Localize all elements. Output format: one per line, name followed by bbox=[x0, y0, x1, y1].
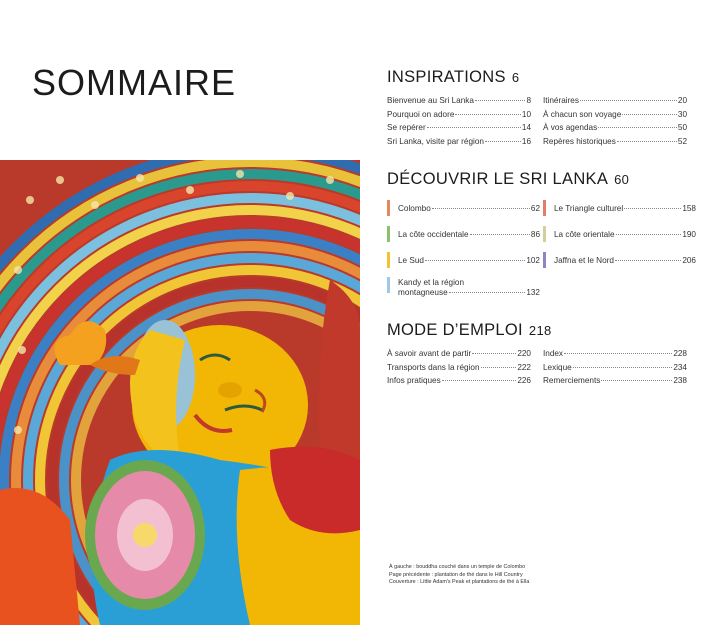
leader-dots bbox=[573, 366, 673, 368]
toc-entry[interactable] bbox=[387, 349, 531, 363]
region-color-bar bbox=[543, 200, 546, 216]
toc-entry[interactable] bbox=[387, 376, 531, 390]
toc-entry[interactable] bbox=[543, 123, 687, 137]
leader-dots bbox=[622, 113, 677, 115]
page-title: SOMMAIRE bbox=[32, 62, 237, 103]
toc-page: 52 bbox=[677, 137, 687, 147]
section-title-decouvrir bbox=[387, 170, 629, 189]
toc-page: 10 bbox=[521, 109, 531, 119]
toc-page: 14 bbox=[521, 123, 531, 133]
toc-entry bbox=[554, 226, 696, 241]
toc-page: 50 bbox=[677, 123, 687, 133]
toc-entry[interactable] bbox=[387, 137, 531, 151]
caption-line: À gauche : bouddha couché dans un temple de Colombo bbox=[389, 564, 526, 570]
toc-label: La côte orientale bbox=[554, 230, 615, 239]
section-title-mode-emploi bbox=[387, 321, 552, 340]
leader-dots bbox=[475, 99, 525, 101]
region-entry-jaffna[interactable] bbox=[543, 252, 696, 267]
toc-page: 16 bbox=[521, 137, 531, 147]
toc-label: Le Sud bbox=[398, 256, 424, 265]
toc-entry[interactable] bbox=[543, 96, 687, 110]
leader-dots bbox=[470, 233, 530, 235]
leader-dots bbox=[617, 140, 677, 142]
toc-label: À chacun son voyage bbox=[543, 109, 622, 119]
leader-dots bbox=[601, 379, 672, 381]
leader-dots bbox=[442, 379, 517, 381]
toc-label: Infos pratiques bbox=[387, 376, 441, 386]
leader-dots bbox=[455, 113, 521, 115]
leader-dots bbox=[598, 126, 677, 128]
toc-label: Itinéraires bbox=[543, 96, 579, 105]
reclining-buddha-photo bbox=[0, 160, 360, 625]
region-entry-le-sud[interactable] bbox=[387, 252, 540, 267]
toc-entry[interactable] bbox=[543, 110, 687, 124]
toc-entry[interactable] bbox=[543, 349, 687, 363]
toc-label: La côte occidentale bbox=[398, 230, 469, 239]
toc-label: Lexique bbox=[543, 362, 572, 372]
toc-entry[interactable] bbox=[387, 363, 531, 377]
region-entry-colombo[interactable] bbox=[387, 200, 540, 215]
photo-captions bbox=[389, 564, 589, 587]
region-color-bar bbox=[387, 252, 390, 268]
section-page: 60 bbox=[614, 172, 630, 187]
toc-entry bbox=[398, 200, 540, 215]
toc-page: 62 bbox=[530, 204, 540, 213]
leader-dots bbox=[564, 352, 672, 354]
leader-dots bbox=[472, 352, 516, 354]
toc-entry[interactable] bbox=[543, 137, 687, 151]
section-label: INSPIRATIONS bbox=[387, 68, 506, 86]
leader-dots bbox=[616, 233, 682, 235]
toc-label: Le Triangle culturel bbox=[554, 204, 624, 213]
region-color-bar bbox=[543, 226, 546, 242]
toc-page: 30 bbox=[677, 109, 687, 119]
toc-entry[interactable] bbox=[387, 110, 531, 124]
toc-page: 8 bbox=[526, 96, 531, 105]
region-color-bar bbox=[543, 252, 546, 268]
region-entry-triangle-culturel[interactable] bbox=[543, 200, 696, 215]
toc-label: Se repérer bbox=[387, 123, 426, 133]
toc-page: 220 bbox=[517, 349, 531, 358]
toc-entry bbox=[554, 200, 696, 215]
toc-page: 102 bbox=[526, 256, 540, 265]
region-color-bar bbox=[387, 277, 390, 293]
mode-emploi-list-right bbox=[543, 349, 687, 390]
toc-entry[interactable] bbox=[543, 376, 687, 390]
leader-dots bbox=[580, 99, 677, 101]
toc-page: 228 bbox=[673, 349, 687, 358]
toc-page: 20 bbox=[677, 96, 687, 105]
leader-dots bbox=[615, 259, 681, 261]
leader-dots bbox=[624, 207, 681, 209]
toc-page: 190 bbox=[682, 230, 696, 239]
leader-dots bbox=[485, 140, 521, 142]
toc-label: Sri Lanka, visite par région bbox=[387, 137, 484, 147]
section-page: 218 bbox=[528, 323, 552, 338]
toc-label: Bienvenue au Sri Lanka bbox=[387, 96, 474, 105]
section-label: MODE D’EMPLOI bbox=[387, 321, 523, 339]
caption-line: Page précédente : plantation de thé dans le Hill Country bbox=[389, 571, 523, 578]
region-entry-cote-occidentale[interactable] bbox=[387, 226, 540, 241]
region-color-bar bbox=[387, 200, 390, 216]
toc-label: Pourquoi on adore bbox=[387, 109, 455, 119]
leader-dots bbox=[481, 366, 517, 368]
toc-entry[interactable] bbox=[543, 363, 687, 377]
inspirations-list-right bbox=[543, 96, 687, 151]
toc-entry bbox=[398, 252, 540, 267]
toc-entry bbox=[554, 252, 696, 267]
toc-label: montagneuse bbox=[398, 288, 448, 297]
leader-dots bbox=[449, 291, 526, 293]
toc-label: Repères historiques bbox=[543, 137, 616, 147]
section-title-inspirations bbox=[387, 68, 519, 87]
toc-page: 86 bbox=[530, 230, 540, 239]
section-page: 6 bbox=[511, 70, 520, 85]
region-entry-cote-orientale[interactable] bbox=[543, 226, 696, 241]
toc-page: 132 bbox=[526, 288, 540, 297]
toc-entry bbox=[398, 226, 540, 241]
toc-entry bbox=[398, 288, 540, 299]
region-entry-kandy[interactable] bbox=[387, 277, 540, 299]
toc-label-line1: Kandy et la région bbox=[398, 278, 464, 287]
toc-page: 226 bbox=[517, 376, 531, 386]
toc-page: 222 bbox=[517, 362, 531, 372]
toc-label: Colombo bbox=[398, 204, 431, 213]
leader-dots bbox=[425, 259, 525, 261]
toc-label: Remerciements bbox=[543, 376, 601, 386]
inspirations-list-left bbox=[387, 96, 531, 151]
toc-page: 234 bbox=[673, 362, 687, 372]
toc-label: Jaffna et le Nord bbox=[554, 256, 614, 265]
section-label: DÉCOUVRIR LE SRI LANKA bbox=[387, 170, 609, 188]
region-color-bar bbox=[387, 226, 390, 242]
caption-line: Couverture : Little Adam's Peak et plantations de thé à Ella bbox=[389, 579, 530, 586]
toc-label: Transports dans la région bbox=[387, 362, 480, 372]
toc-entry[interactable] bbox=[387, 123, 531, 137]
toc-page: 238 bbox=[673, 376, 687, 386]
toc-page: 158 bbox=[682, 204, 696, 213]
toc-label: À savoir avant de partir bbox=[387, 349, 472, 358]
leader-dots bbox=[427, 126, 521, 128]
toc-page: 206 bbox=[682, 256, 696, 265]
toc-entry[interactable] bbox=[387, 96, 531, 110]
toc-label: À vos agendas bbox=[543, 123, 598, 133]
mode-emploi-list-left bbox=[387, 349, 531, 390]
toc-label: Index bbox=[543, 349, 564, 358]
leader-dots bbox=[432, 207, 530, 209]
